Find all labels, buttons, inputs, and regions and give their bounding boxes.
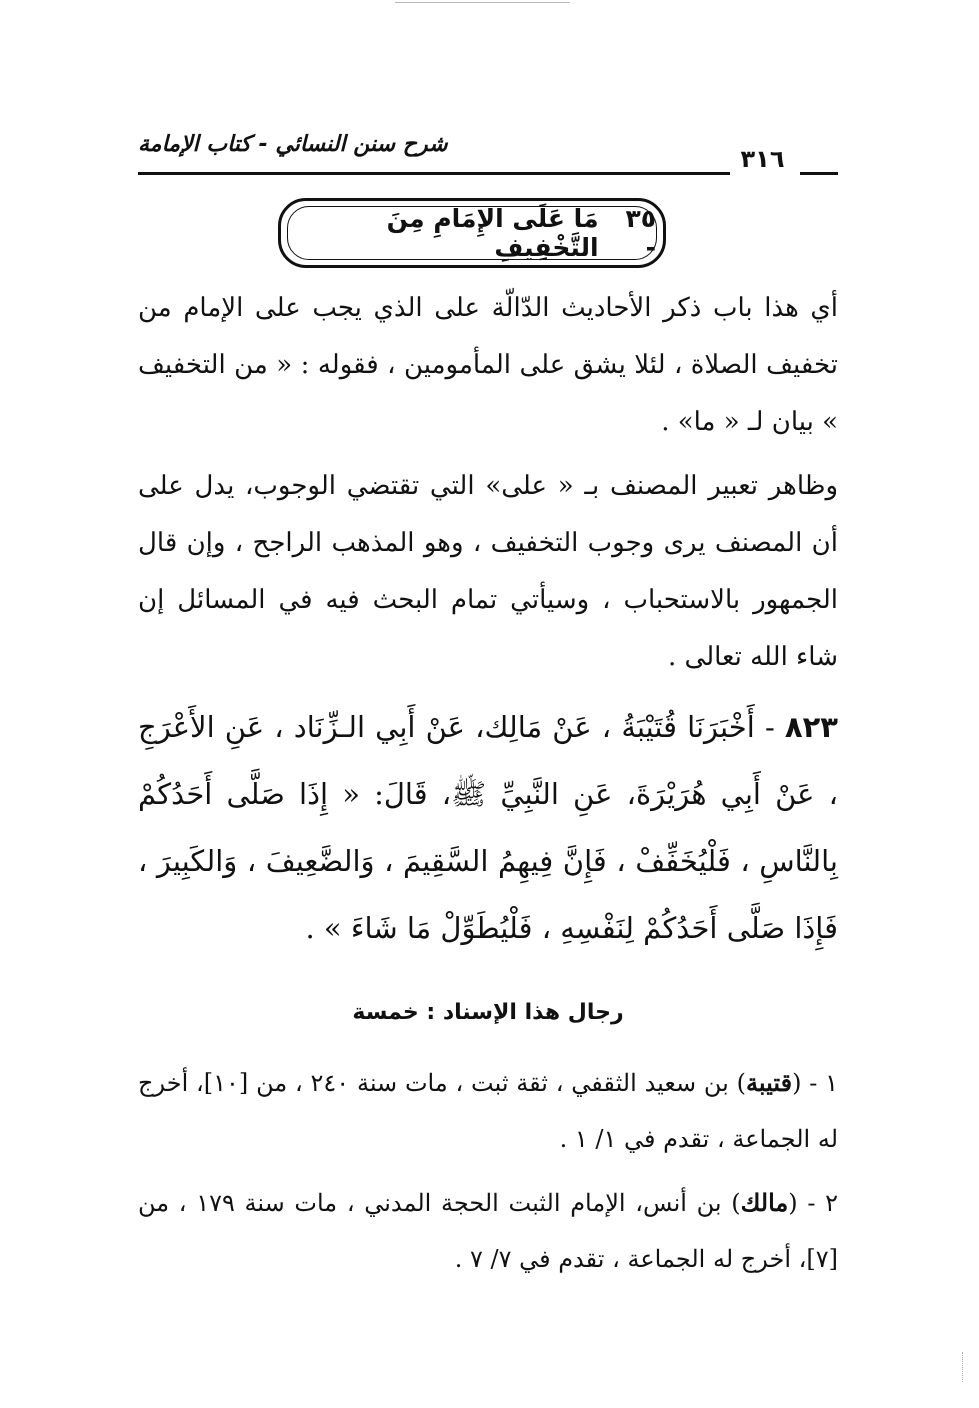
chapter-title-box bbox=[278, 198, 666, 268]
narrator-entry bbox=[138, 1175, 838, 1287]
paragraph-intro: أي هذا باب ذكر الأحاديث الدّالّة على الذي يجب على الإمام من تخفيف الصلاة ، لئلا يشق على المأمومين ، فقوله : « من التخفيف » بيان لـ « ما» . bbox=[138, 293, 838, 437]
scan-edge-mark bbox=[962, 1352, 967, 1382]
narrator-name: مالك bbox=[740, 1188, 789, 1217]
narrator-text: بن سعيد الثقفي ، ثقة ثبت ، مات سنة ٢٤٠ ، من [١٠]، أخرج له الجماعة ، تقدم في ١/ ١ . bbox=[138, 1069, 838, 1153]
header-rule bbox=[138, 172, 730, 175]
chapter-title: مَا عَلَى الإِمَامِ مِنَ التَّخْفِيفِ bbox=[386, 204, 599, 262]
narrator-suffix: ) bbox=[731, 1189, 741, 1217]
narrator-text: بن أنس، الإمام الثبت الحجة المدني ، مات سنة ١٧٩ ، من [٧]، أخرج له الجماعة ، تقدم في ٧/ ٧ . bbox=[138, 1189, 838, 1273]
narrator-entry bbox=[138, 1055, 838, 1167]
hadith-text-block bbox=[138, 694, 838, 962]
chapter-title-frame bbox=[287, 206, 657, 260]
header-rule-end bbox=[800, 172, 838, 175]
chapter-number: ٣٥ - bbox=[625, 204, 656, 262]
narrator-prefix: ٢ - ( bbox=[788, 1189, 838, 1217]
hadith-separator: - bbox=[764, 710, 775, 744]
top-edge-rule bbox=[395, 2, 570, 3]
running-title: شرح سنن النسائي - كتاب الإمامة bbox=[138, 132, 448, 157]
hadith-number: ٨٢٣ bbox=[784, 710, 839, 744]
paragraph-commentary: وظاهر تعبير المصنف بـ « على» التي تقتضي الوجوب، يدل على أن المصنف يرى وجوب التخفيف ، وهو المذهب الراجح ، وإن قال الجمهور بالاستحباب ، وسيأتي تمام البحث فيه في المسائل إن شاء الله تعالى . bbox=[138, 471, 838, 672]
hadith-text: أَخْبَرَنَا قُتَيْبَةُ ، عَنْ مَالِك، عَنْ أَبِي الـزِّنَاد ، عَنِ الأَعْرَجِ ، عَنْ أَبِي هُرَيْرَةَ، عَنِ النَّبِيِّ ﷺ، قَالَ: « إِذَا صَلَّى أَحَدُكُمْ بِالنَّاسِ ، فَلْيُخَفِّفْ ، فَإِنَّ فِيهِمُ السَّقِيمَ ، وَالضَّعِيفَ ، وَالكَبِيرَ ، فَإِذَا صَلَّى أَحَدُكُمْ لِنَفْسِهِ ، فَلْيُطَوِّلْ مَا شَاءَ » . bbox=[138, 710, 838, 945]
narrator-name: قتيبة bbox=[745, 1068, 793, 1097]
narrators-heading: رجال هذا الإسناد : خمسة bbox=[352, 1000, 624, 1025]
narrator-prefix: ١ - ( bbox=[792, 1069, 838, 1097]
narrator-suffix: ) bbox=[736, 1069, 746, 1097]
page-number: ٣١٦ bbox=[740, 145, 785, 173]
